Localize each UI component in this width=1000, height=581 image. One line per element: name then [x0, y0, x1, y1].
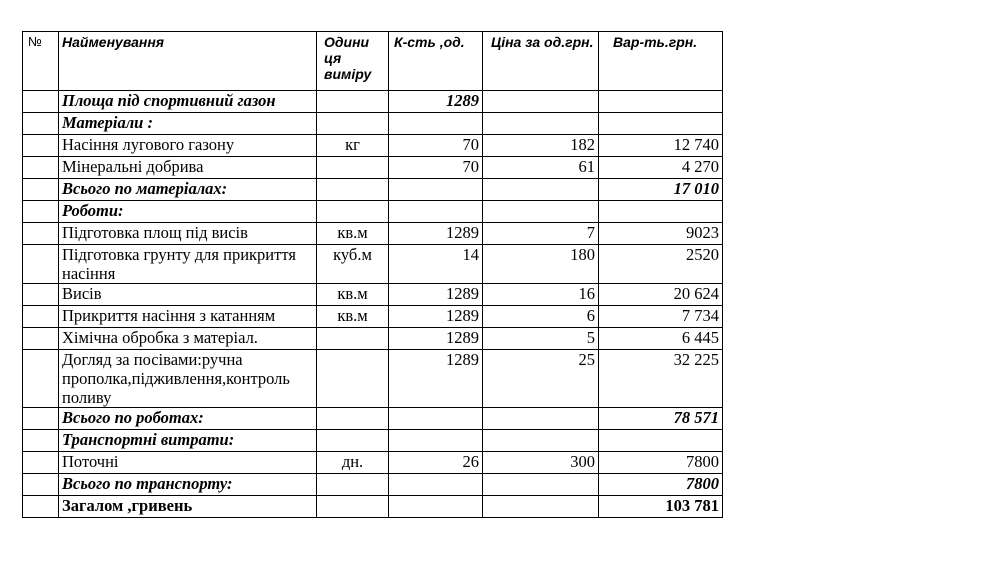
cell-number	[23, 135, 59, 157]
cell-total	[599, 91, 723, 113]
header-total: Вар-ть.грн.	[599, 32, 723, 91]
cell-quantity: 1289	[389, 328, 483, 350]
cell-unit: кв.м	[317, 284, 389, 306]
header-row	[23, 32, 723, 91]
cell-unit	[317, 350, 389, 408]
cost-table	[22, 31, 723, 518]
header-name: Найменування	[59, 32, 317, 91]
cell-quantity	[389, 430, 483, 452]
cell-number	[23, 201, 59, 223]
cell-unit: куб.м	[317, 245, 389, 284]
cell-quantity: 70	[389, 157, 483, 179]
cell-unit: дн.	[317, 452, 389, 474]
cell-price: 61	[483, 157, 599, 179]
cell-quantity: 1289	[389, 284, 483, 306]
cell-number	[23, 452, 59, 474]
cell-quantity: 1289	[389, 306, 483, 328]
cell-unit	[317, 179, 389, 201]
table-row	[23, 328, 723, 350]
cell-total: 17 010	[599, 179, 723, 201]
header-unit: Одини ця виміру	[317, 32, 389, 91]
cell-name: Висів	[59, 284, 317, 306]
cell-price	[483, 201, 599, 223]
cell-price: 300	[483, 452, 599, 474]
cell-quantity: 26	[389, 452, 483, 474]
cell-total: 78 571	[599, 408, 723, 430]
cell-quantity	[389, 474, 483, 496]
cell-name: Всього по матеріалах:	[59, 179, 317, 201]
cell-name: Площа під спортивний газон	[59, 91, 317, 113]
table-row	[23, 179, 723, 201]
table-row	[23, 408, 723, 430]
cell-total: 103 781	[599, 496, 723, 518]
cell-unit	[317, 201, 389, 223]
header-price: Ціна за од.грн.	[483, 32, 599, 91]
cell-name: Насіння лугового газону	[59, 135, 317, 157]
cell-name: Всього по транспорту:	[59, 474, 317, 496]
cell-unit	[317, 328, 389, 350]
cell-price	[483, 179, 599, 201]
cell-name: Транспортні витрати:	[59, 430, 317, 452]
cell-price: 7	[483, 223, 599, 245]
cell-total: 7 734	[599, 306, 723, 328]
table-row	[23, 223, 723, 245]
cell-total: 4 270	[599, 157, 723, 179]
table-body	[23, 91, 723, 518]
cell-number	[23, 430, 59, 452]
cell-number	[23, 328, 59, 350]
cell-name: Мінеральні добрива	[59, 157, 317, 179]
cell-total: 9023	[599, 223, 723, 245]
cell-price	[483, 113, 599, 135]
cell-number	[23, 496, 59, 518]
cell-quantity	[389, 179, 483, 201]
cell-total: 20 624	[599, 284, 723, 306]
cell-name: Поточні	[59, 452, 317, 474]
cell-name: Всього по роботах:	[59, 408, 317, 430]
cell-number	[23, 223, 59, 245]
cell-name: Догляд за посівами:ручна прополка,підживлення,контроль поливу	[59, 350, 317, 408]
cell-unit	[317, 157, 389, 179]
table-row	[23, 496, 723, 518]
cell-quantity: 70	[389, 135, 483, 157]
table-row	[23, 135, 723, 157]
table-row	[23, 452, 723, 474]
cell-price: 5	[483, 328, 599, 350]
table-row	[23, 306, 723, 328]
cell-quantity: 1289	[389, 223, 483, 245]
cell-price: 6	[483, 306, 599, 328]
cell-unit	[317, 408, 389, 430]
cell-unit	[317, 474, 389, 496]
cell-quantity	[389, 201, 483, 223]
cell-price: 25	[483, 350, 599, 408]
cell-price	[483, 496, 599, 518]
cell-unit	[317, 430, 389, 452]
cell-name: Загалом ,гривень	[59, 496, 317, 518]
header-quantity: К-сть ,од.	[389, 32, 483, 91]
cell-name: Роботи:	[59, 201, 317, 223]
cell-quantity: 14	[389, 245, 483, 284]
cell-total: 12 740	[599, 135, 723, 157]
cell-name: Хімічна обробка з матеріал.	[59, 328, 317, 350]
cell-total: 7800	[599, 452, 723, 474]
cell-total	[599, 430, 723, 452]
table-row	[23, 474, 723, 496]
cell-name: Підготовка грунту для прикриття насіння	[59, 245, 317, 284]
cell-price	[483, 408, 599, 430]
cell-unit: кв.м	[317, 223, 389, 245]
cell-price: 16	[483, 284, 599, 306]
table-row	[23, 350, 723, 408]
cell-number	[23, 179, 59, 201]
cell-number	[23, 306, 59, 328]
cell-price: 180	[483, 245, 599, 284]
cell-unit	[317, 113, 389, 135]
cell-unit: кг	[317, 135, 389, 157]
cell-total: 6 445	[599, 328, 723, 350]
cell-quantity	[389, 408, 483, 430]
cell-price	[483, 430, 599, 452]
cell-number	[23, 284, 59, 306]
table-row	[23, 245, 723, 284]
cell-price: 182	[483, 135, 599, 157]
cell-number	[23, 350, 59, 408]
cell-name: Підготовка площ під висів	[59, 223, 317, 245]
cell-quantity	[389, 113, 483, 135]
cell-number	[23, 245, 59, 284]
cell-total: 32 225	[599, 350, 723, 408]
cell-name: Прикриття насіння з катанням	[59, 306, 317, 328]
cell-number	[23, 408, 59, 430]
cell-price	[483, 91, 599, 113]
cell-total	[599, 201, 723, 223]
cell-unit: кв.м	[317, 306, 389, 328]
cell-unit	[317, 91, 389, 113]
cell-total: 2520	[599, 245, 723, 284]
cell-total	[599, 113, 723, 135]
table-row	[23, 201, 723, 223]
cell-number	[23, 474, 59, 496]
cell-number	[23, 157, 59, 179]
table-row	[23, 430, 723, 452]
cell-quantity: 1289	[389, 91, 483, 113]
cell-total: 7800	[599, 474, 723, 496]
table-row	[23, 284, 723, 306]
table-row	[23, 157, 723, 179]
cell-unit	[317, 496, 389, 518]
cell-price	[483, 474, 599, 496]
table-row	[23, 113, 723, 135]
cell-number	[23, 91, 59, 113]
cell-quantity	[389, 496, 483, 518]
cell-name: Матеріали :	[59, 113, 317, 135]
cell-number	[23, 113, 59, 135]
cell-quantity: 1289	[389, 350, 483, 408]
header-number: №	[23, 32, 59, 91]
table-row	[23, 91, 723, 113]
